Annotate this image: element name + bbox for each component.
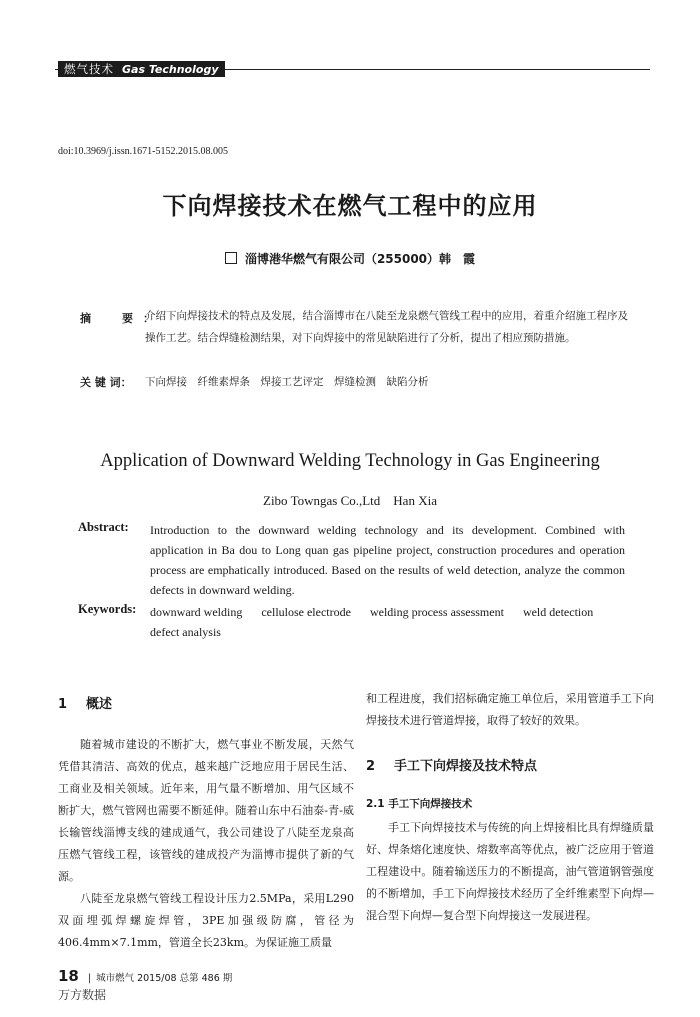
section-2-number: 2	[366, 759, 376, 774]
abstract-en-label: Abstract:	[78, 520, 129, 534]
section-1-heading	[58, 693, 112, 712]
keywords-en-label: Keywords:	[78, 602, 137, 616]
abstract-cn-text: 介绍下向焊接技术的特点及发展，结合淄博市在八陡至龙泉燃气管线工程中的应用，着重介绍施工程序及操作工艺。结合焊缝检测结果，对下向焊接中的常见缺陷进行了分析，提出了相应预防措施。	[145, 310, 628, 344]
keyword-en: welding process assessment	[369, 605, 504, 619]
author-cn	[0, 250, 700, 267]
right-column	[366, 817, 654, 927]
footer-divider: |	[87, 973, 92, 984]
keyword-en: downward welding	[150, 605, 243, 619]
keyword-en: weld detection	[522, 605, 594, 619]
left-column	[58, 734, 354, 954]
keyword-en: defect analysis	[150, 625, 221, 639]
column-name-en: Gas Technology	[122, 62, 219, 76]
author-cn-text: 淄博港华燃气有限公司（255000）韩 霞	[244, 252, 476, 266]
journal-info: 城市燃气 2015/08 总第 486 期	[96, 973, 233, 984]
section-2-title: 手工下向焊接及技术特点	[394, 759, 538, 774]
keywords-en-list	[150, 602, 620, 642]
abstract-en-text: Introduction to the downward welding technology and its development. Combined with application in Ba dou to Long quan gas pipeline project, construction procedures and operation process are emphatically introduced. Based on the results of weld detection, analyze the common defects in downward welding.	[150, 523, 625, 597]
right-column-continuation	[366, 688, 654, 732]
author-en: Zibo Towngas Co.,Ltd Han Xia	[263, 493, 437, 508]
watermark: 万方数据	[58, 988, 107, 1002]
author-box-icon	[225, 252, 237, 264]
column-name-cn: 燃气技术	[64, 62, 114, 76]
subsection-2-1-heading: 2.1 手工下向焊接技术	[366, 798, 473, 810]
title-cn: 下向焊接技术在燃气工程中的应用	[162, 191, 538, 220]
paragraph: 八陡至龙泉燃气管线工程设计压力2.5MPa，采用L290双面埋弧焊螺旋焊管，3PE加强级防腐，管径为406.4mm×7.1mm，管道全长23km。为保证施工质量	[58, 892, 354, 949]
page-footer	[58, 967, 232, 985]
section-1-number: 1	[58, 697, 68, 712]
paragraph: 和工程进度，我们招标确定施工单位后，采用管道手工下向焊接技术进行管道焊接，取得了较好的效果。	[366, 692, 654, 727]
section-2-heading	[366, 755, 537, 774]
page-number: 18	[58, 967, 79, 985]
section-1-title: 概述	[86, 697, 113, 712]
paragraph: 手工下向焊接技术与传统的向上焊接相比具有焊缝质量好、焊条熔化速度快、熔数率高等优点，被广泛应用于管道工程建设中。随着输送压力的不断提高，油气管道钢管强度的不断增加，手工下向焊接技术经历了全纤维素型下向焊—混合型下向焊—复合型下向焊接这一发展进程。	[366, 821, 654, 922]
keywords-cn-label: 关 键 词：	[80, 376, 132, 389]
keyword-en: cellulose electrode	[261, 605, 351, 619]
column-header	[58, 61, 225, 77]
abstract-cn-label: 摘 要：	[80, 312, 164, 325]
keywords-cn-text: 下向焊接 纤维素焊条 焊接工艺评定 焊缝检测 缺陷分析	[145, 376, 429, 388]
paragraph: 随着城市建设的不断扩大，燃气事业不断发展，天然气凭借其清洁、高效的优点，越来越广泛地应用于居民生活、工商业及相关领域。近年来，用气量不断增加、用气区域不断扩大，燃气管网也需要不断延伸。随着山东中石油泰-青-威长输管线淄博支线的建成通气，我公司建设了八陡至龙泉高压燃气管线工程，该管线的建成投产为淄博市提供了新的气源。	[58, 738, 354, 883]
title-en: Application of Downward Welding Technology in Gas Engineering	[100, 451, 600, 471]
doi: doi:10.3969/j.issn.1671-5152.2015.08.005	[58, 146, 229, 157]
